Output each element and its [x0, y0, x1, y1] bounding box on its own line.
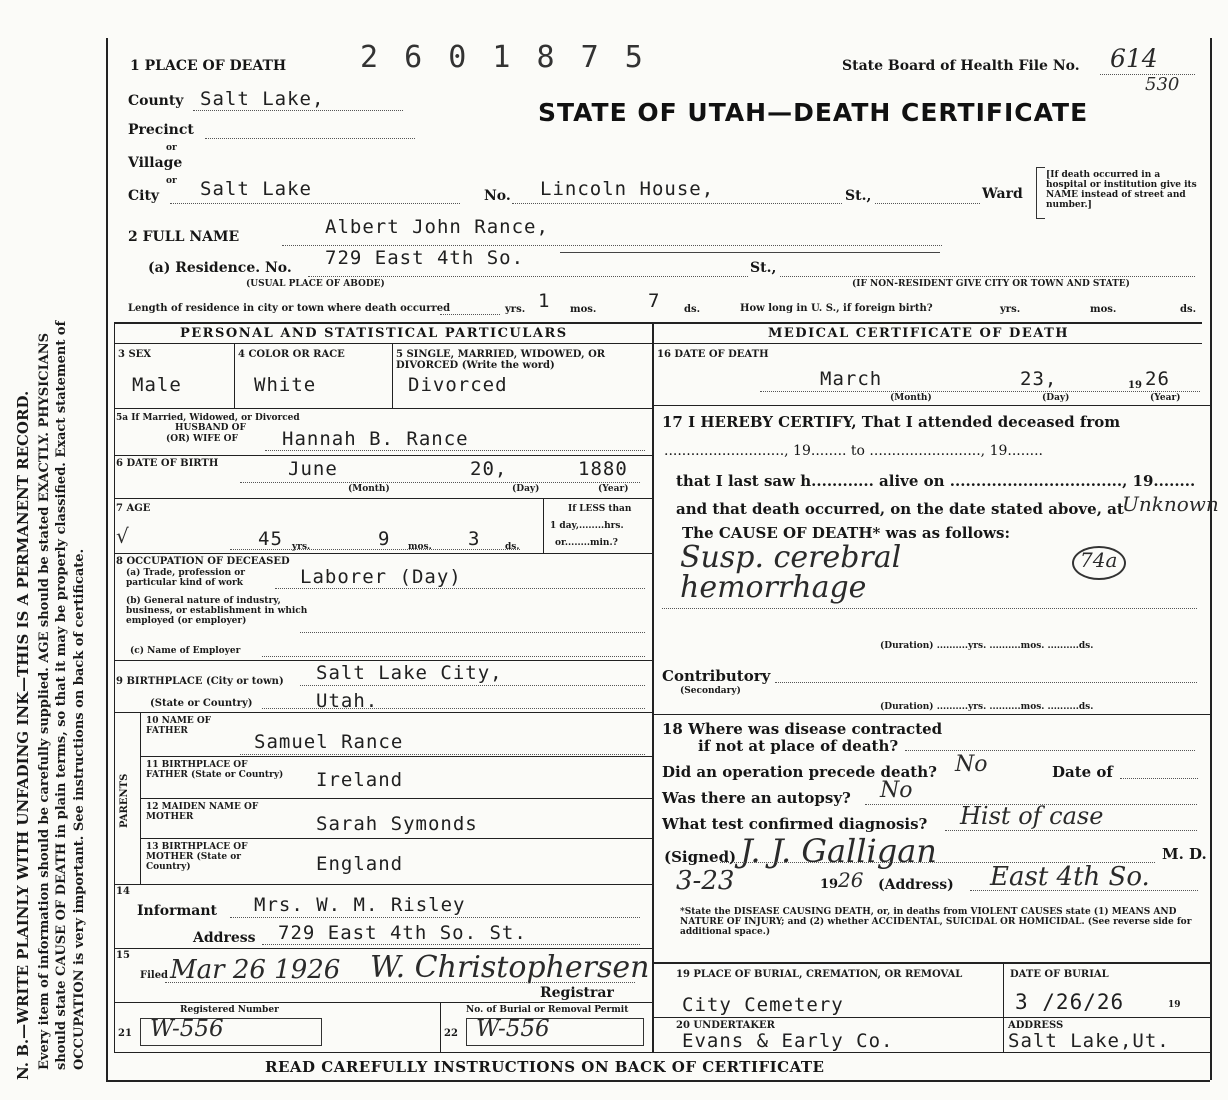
us-label: How long in U. S., if foreign birth? [740, 303, 933, 314]
physician-signature: J. J. Galligan [740, 832, 937, 870]
signed-label: (Signed) [664, 848, 737, 866]
sex-value: Male [132, 374, 182, 396]
employer-label: (c) Name of Employer [130, 646, 241, 656]
registered-number-label: Registered Number [180, 1005, 279, 1015]
dob-line [240, 482, 640, 483]
place-of-death-heading: 1 PLACE OF DEATH [130, 58, 287, 74]
age-line [230, 549, 520, 550]
full-name-label: 2 FULL NAME [128, 229, 240, 245]
residence-value: 729 East 4th So. [325, 247, 525, 269]
color-divider [392, 343, 393, 408]
address-label: (Address) [878, 877, 954, 893]
dob-year-caption: (Year) [598, 484, 629, 494]
test-value: Hist of case [960, 802, 1104, 830]
side-instruction-4: OCCUPATION is very important. See instructions on back of certificate. [72, 548, 87, 1070]
file-no: 614 [1110, 44, 1158, 73]
parents-label: PARENTS [119, 773, 130, 828]
filed-line [165, 982, 635, 983]
row-border-7 [140, 756, 652, 757]
hospital-note-bracket [1036, 167, 1045, 219]
form-bottom-border [106, 1080, 1210, 1082]
burial-value: City Cemetery [682, 994, 844, 1016]
burial-label: 19 PLACE OF BURIAL, CREMATION, OR REMOVAL [676, 969, 963, 980]
physician-address: East 4th So. [990, 862, 1150, 892]
informant-address-label: Address [193, 930, 256, 946]
q18-line-2: if not at place of death? [698, 737, 899, 755]
hospital-note: [If death occurred in a hospital or institution give its NAME instead of street and number.] [1046, 170, 1197, 210]
death-year: 26 [1145, 368, 1170, 390]
dob-month: June [288, 458, 338, 480]
informant-value: Mrs. W. M. Risley [254, 894, 466, 916]
non-resident-caption: (IF NON-RESIDENT GIVE CITY OR TOWN AND STATE) [852, 279, 1130, 289]
center-divider [652, 322, 654, 1052]
us-yrs-label: yrs. [1000, 304, 1021, 315]
test-label: What test confirmed diagnosis? [662, 815, 928, 833]
death-year-prefix: 19 [1128, 380, 1142, 391]
death-month-caption: (Month) [890, 393, 932, 403]
age-ds-label: ds. [505, 542, 520, 552]
file-no-alt: 530 [1145, 74, 1180, 95]
medical-row-border-3 [652, 962, 1210, 964]
age-mos-label: mos. [408, 542, 432, 552]
less-label-3: or........min.? [555, 538, 618, 548]
age-yrs-label: yrs. [292, 542, 311, 552]
informant-line [230, 917, 640, 918]
secondary-caption: (Secondary) [680, 686, 741, 696]
left-table-border [114, 322, 115, 1052]
birthplace-state: Utah. [316, 690, 379, 712]
spouse-label-1: 5a If Married, Widowed, or Divorced [116, 413, 300, 423]
age-yrs: 45 [258, 528, 283, 550]
residence-line [308, 276, 748, 277]
occupation-a-label: (a) Trade, profession or particular kind of work [126, 568, 245, 588]
undertaker-value: Evans & Early Co. [682, 1030, 894, 1052]
us-mos-label: mos. [1090, 304, 1117, 315]
county-value: Salt Lake, [200, 88, 325, 110]
full-name-line [282, 245, 942, 246]
bottom-table-border [114, 1052, 1210, 1053]
contributory-label: Contributory [662, 667, 771, 685]
residence-st-line [780, 276, 1195, 277]
sign-date: 3-23 [676, 866, 735, 896]
filed-label: Filed [140, 970, 169, 981]
sex-divider [234, 343, 235, 408]
burial-date-19: 19 [1168, 1000, 1181, 1010]
cause-line [662, 608, 1197, 609]
duration-line-1: (Duration) ..........yrs. ..........mos. ..........ds. [880, 641, 1094, 651]
row-border-8 [140, 798, 652, 799]
operation-date-label: Date of [1052, 763, 1113, 781]
dob-label: 6 DATE OF BIRTH [116, 458, 219, 469]
death-occurred-text: and that death occurred, on the date stated above, at [676, 500, 1124, 518]
undertaker-label: 20 UNDERTAKER [676, 1020, 775, 1031]
death-day: 23, [1020, 368, 1058, 390]
st-line [875, 203, 980, 204]
residence-st-label: St., [750, 260, 777, 276]
certify-text: 17 I HEREBY CERTIFY, That I attended deceased from [662, 413, 1121, 431]
burial-permit-label: No. of Burial or Removal Permit [466, 1005, 629, 1015]
length-mos-label: mos. [570, 304, 597, 315]
occupation-b-line [300, 632, 645, 633]
father-label: 10 NAME OF FATHER [146, 716, 212, 736]
item-15: 15 [116, 950, 130, 961]
marital-value: Divorced [408, 374, 508, 396]
cause-of-death-1: Susp. cerebral [680, 540, 902, 575]
name-underline [560, 252, 940, 253]
us-ds-label: ds. [1180, 304, 1197, 315]
informant-label: Informant [137, 903, 217, 919]
county-label: County [128, 93, 184, 109]
mother-bp-label: 13 BIRTHPLACE OF MOTHER (State or Country) [146, 842, 248, 872]
city-line [170, 203, 460, 204]
length-dotline [440, 314, 500, 315]
usual-place-caption: (USUAL PLACE OF ABODE) [246, 279, 385, 289]
footer-instructions: READ CAREFULLY INSTRUCTIONS ON BACK OF CERTIFICATE [265, 1058, 825, 1076]
death-date-line [760, 391, 1200, 392]
personal-heading: PERSONAL AND STATISTICAL PARTICULARS [180, 326, 568, 341]
father-value: Samuel Rance [254, 731, 404, 753]
file-no-label: State Board of Health File No. [842, 58, 1080, 74]
page-title: STATE OF UTAH—DEATH CERTIFICATE [538, 98, 1089, 127]
row-border-5 [114, 660, 652, 661]
dob-day-caption: (Day) [512, 484, 540, 494]
autopsy-value: No [880, 778, 913, 803]
test-line [945, 830, 1197, 831]
address-line [970, 890, 1198, 891]
or-1: or [166, 143, 177, 153]
duration-line-2: (Duration) ..........yrs. ..........mos. ..........ds. [880, 702, 1094, 712]
age-ds: 3 [468, 528, 481, 550]
registrar-label: Registrar [540, 985, 614, 1001]
row-border-3 [114, 498, 652, 499]
mother-label: 12 MAIDEN NAME OF MOTHER [146, 802, 259, 822]
medical-row-border-1 [652, 405, 1210, 406]
form-right-border [1210, 38, 1212, 1080]
row-border-10 [114, 884, 652, 885]
death-day-caption: (Day) [1042, 393, 1070, 403]
precinct-label: Precinct [128, 122, 194, 138]
dob-day: 20, [470, 458, 508, 480]
less-divider [543, 498, 544, 553]
autopsy-label: Was there an autopsy? [662, 789, 851, 807]
sign-year: 26 [838, 868, 864, 892]
county-line [193, 110, 403, 111]
registrar-signature: W. Christophersen [370, 950, 650, 985]
spouse-label-3: (OR) WIFE OF [166, 434, 238, 444]
birthplace-state-label: (State or Country) [150, 698, 253, 709]
form-left-border [106, 38, 108, 1080]
operation-value: No [955, 752, 988, 777]
occupation-label: 8 OCCUPATION OF DECEASED [116, 556, 290, 567]
less-label-2: 1 day,........hrs. [550, 521, 624, 531]
occupation-value: Laborer (Day) [300, 566, 462, 588]
sign-year-prefix: 19 [820, 877, 839, 892]
age-mos: 9 [378, 528, 391, 550]
q18-line-1: 18 Where was disease contracted [662, 720, 943, 738]
mother-bp-value: England [316, 853, 404, 875]
q18-line [905, 750, 1195, 751]
or-2: or [166, 176, 177, 186]
marital-label: 5 SINGLE, MARRIED, WIDOWED, OR DIVORCED (Write the word) [396, 349, 606, 371]
certify-from-line: ..........................., 19........ to ........................., 19........ [664, 443, 1043, 459]
burial-date-label: DATE OF BURIAL [1010, 969, 1109, 980]
age-label: 7 AGE [116, 503, 151, 514]
length-residence-label: Length of residence in city or town where death occurred [128, 303, 451, 314]
side-instruction-2: Every item of information should be carefully supplied. AGE should be stated EXACTLY. PHYSICIANS [37, 332, 52, 1070]
no-value: Lincoln House, [540, 178, 715, 200]
village-label: Village [128, 155, 183, 171]
medical-row-border-2 [652, 714, 1210, 715]
informant-address-line [262, 944, 640, 945]
side-instruction-3: should state CAUSE OF DEATH in plain terms, so that it may be properly classified. Exact statement of [54, 320, 69, 1070]
age-check: √ [116, 524, 129, 548]
operation-date-line [1120, 778, 1198, 779]
length-yrs-label: yrs. [505, 304, 526, 315]
less-label-1: If LESS than [568, 504, 632, 514]
cause-footnote: *State the DISEASE CAUSING DEATH, or, in deaths from VIOLENT CAUSES state (1) MEANS AND NATURE OF INJURY; and (2) whether ACCIDENTAL, SUICIDAL OR HOMICIDAL. (See reverse side for additional space.) [680, 907, 1192, 937]
length-yrs: 1 [538, 290, 551, 312]
length-mos: 7 [648, 290, 661, 312]
birthplace-city: Salt Lake City, [316, 662, 503, 684]
death-time: Unknown [1122, 492, 1219, 516]
occupation-line [275, 588, 645, 589]
item-22: 22 [444, 1028, 458, 1039]
row-border-4 [114, 553, 652, 554]
city-value: Salt Lake [200, 178, 312, 200]
spouse-line [265, 450, 645, 451]
ward-label: Ward [982, 186, 1023, 202]
undertaker-address-label: ADDRESS [1008, 1020, 1064, 1031]
employer-line [262, 656, 645, 657]
cause-of-death-2: hemorrhage [680, 570, 867, 605]
dob-year: 1880 [578, 458, 628, 480]
father-bp-label: 11 BIRTHPLACE OF FATHER (State or Country) [146, 760, 284, 780]
color-label: 4 COLOR OR RACE [238, 349, 345, 360]
occupation-b-label: (b) General nature of industry, business, or establishment in which employed (or employer) [126, 596, 308, 626]
undertaker-address: Salt Lake,Ut. [1008, 1030, 1170, 1052]
birthplace-state-line [262, 708, 645, 709]
informant-address: 729 East 4th So. St. [278, 922, 527, 944]
permit-divider [440, 1002, 441, 1052]
burial-divider [1003, 962, 1004, 1052]
birthplace-line [300, 685, 645, 686]
date-of-death-label: 16 DATE OF DEATH [657, 349, 769, 360]
burial-date-value: 3 /26/26 [1015, 990, 1125, 1014]
row-border-6 [114, 712, 652, 713]
residence-label: (a) Residence. No. [148, 260, 292, 276]
cause-code: 74a [1080, 548, 1118, 572]
full-name-value: Albert John Rance, [325, 216, 549, 238]
last-saw-text: that I last saw h............ alive on ................................., 19........ [676, 472, 1196, 490]
burial-permit-value: W-556 [476, 1016, 550, 1042]
sex-label: 3 SEX [118, 349, 152, 360]
side-instruction-1: N. B.—WRITE PLAINLY WITH UNFADING INK—THIS IS A PERMANENT RECORD. [14, 390, 32, 1080]
length-ds-label: ds. [684, 304, 701, 315]
section-top-border [114, 322, 1202, 324]
operation-label: Did an operation precede death? [662, 763, 937, 781]
row-border-12 [114, 1002, 652, 1003]
filed-date: Mar 26 1926 [170, 955, 341, 985]
father-bp-value: Ireland [316, 769, 404, 791]
row-border-11 [114, 948, 652, 949]
no-label: No. [484, 188, 511, 204]
death-month: March [820, 368, 883, 390]
precinct-line [205, 138, 415, 139]
birthplace-label: 9 BIRTHPLACE (City or town) [116, 676, 284, 687]
medical-heading: MEDICAL CERTIFICATE OF DEATH [768, 326, 1070, 341]
no-line [512, 203, 842, 204]
death-year-caption: (Year) [1150, 393, 1181, 403]
st-label: St., [845, 188, 872, 204]
spouse-value: Hannah B. Rance [282, 428, 469, 450]
item-21: 21 [118, 1028, 132, 1039]
father-line [240, 754, 645, 755]
spouse-label-2: HUSBAND OF [175, 423, 246, 433]
registered-number-value: W-556 [150, 1016, 224, 1042]
contributory-line [775, 682, 1197, 683]
item-14: 14 [116, 886, 130, 897]
row-border-9 [140, 838, 652, 839]
row-border-2 [114, 455, 652, 456]
cause-of-death-label: The CAUSE OF DEATH* was as follows: [682, 524, 1011, 542]
stamp-number: 2 6 0 1 8 7 5 [360, 40, 647, 75]
row-border-1 [114, 408, 652, 409]
medical-row-border-4 [652, 1017, 1210, 1018]
city-label: City [128, 188, 160, 204]
md-label: M. D. [1162, 845, 1207, 863]
color-value: White [254, 374, 317, 396]
mother-value: Sarah Symonds [316, 813, 478, 835]
dob-month-caption: (Month) [348, 484, 390, 494]
section-header-border [114, 343, 1202, 344]
